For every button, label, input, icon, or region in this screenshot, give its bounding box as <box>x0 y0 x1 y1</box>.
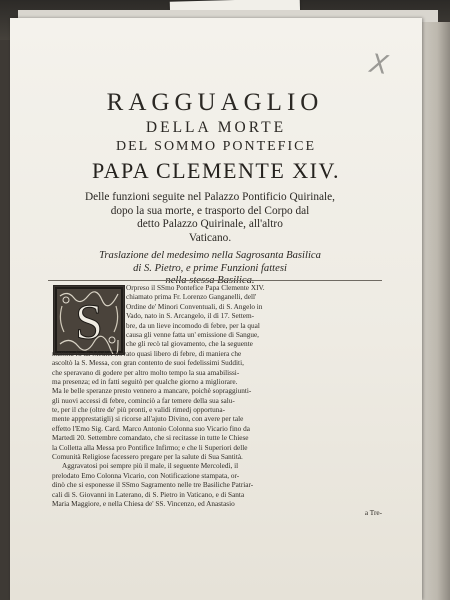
title-line-4: PAPA CLEMENTE XIV. <box>91 158 341 183</box>
pencil-mark: X <box>367 48 390 82</box>
page-stack-edge <box>418 22 450 600</box>
title-line-2: DELLA MORTE <box>145 119 287 136</box>
body-line: dinò che si esponesse il SSmo Sagramento nelle tre Basiliche Patriar- <box>52 481 254 490</box>
body-line: prelodato Emo Colonna Vicario, con Notificazione stampata, or- <box>52 471 240 480</box>
body-line: te, per il che (oltre de' più pronti, e validi rimedj opportuna- <box>52 406 226 415</box>
body-line: causa gli venne fatta un' emissione di Sangue, <box>126 330 259 339</box>
body-line: ma presenza; ed in fatti seguitò per qualche giorno a migliorare. <box>52 377 238 386</box>
body-line: cali di S. Giovanni in Laterano, di S. Pietro in Vaticano, e di Santa <box>52 490 245 499</box>
body-line: a Tre- <box>364 509 382 518</box>
body-line: chiamato prima Fr. Lorenzo Ganganelli, dell' <box>126 293 257 302</box>
subtitle-line: Vaticano. <box>188 231 232 244</box>
title-line-1: RAGGUAGLIO <box>106 89 324 116</box>
translation-line: di S. Pietro, e prime Funzioni fattesi <box>133 262 287 274</box>
body-line: la Colletta alla Messa pro Pontifice Infirmo; e che li Superiori delle <box>52 443 248 452</box>
body-line: ascoltò la S. Messa, con gran contento de suoi fedelissimi Sudditi, <box>52 359 244 368</box>
translation-line: nella stessa Basilica. <box>165 275 255 286</box>
body-line: bre, da un lieve incomodo di febre, per la qual <box>126 321 260 330</box>
body-line: effetto l'Emo Sig. Card. Marco Antonio Colonna suo Vicario fino da <box>52 424 250 433</box>
body-line: Aggravatosi poi sempre più il male, il seguente Mercoledì, il <box>62 462 239 471</box>
body-line: che speravano di godere per altro molto tempo la sua amabilissi- <box>52 368 240 377</box>
body-line: gli nuovi accessi di febre, cominciò a far temere della sua salu- <box>52 396 235 405</box>
divider-rule <box>48 280 382 281</box>
body-line: Ordine de' Minori Conventuali, di S. Angelo in <box>126 302 263 311</box>
body-line: Orpreso il SSmo Pontefice Papa Clemente XIV. <box>126 284 265 292</box>
body-line: Maria Maggiore, e nella Chiesa de' SS. Vincenzo, ed Anastasio <box>52 499 235 508</box>
document-page <box>10 18 422 600</box>
subtitle-line: Delle funzioni seguite nel Palazzo Pontificio Quirinale, <box>84 191 336 203</box>
body-line: Vado, nato in S. Arcangelo, il dì 17. Settem- <box>126 312 255 321</box>
body-line: Martedì 20. Settembre comandato, che si recitasse in tutte le Chiese <box>52 434 249 443</box>
dropcap-letter: S <box>75 293 103 349</box>
body-line: che gli recò tal giovamento, che la seguente <box>126 340 253 349</box>
body-line: Ma le belle speranze presto vennero a mancare, poichè sopraggiunti- <box>52 387 252 396</box>
subtitle-line: dopo la sua morte, e trasporto del Corpo dal <box>110 204 310 217</box>
body-line: mente appprestatigli) si ricorse all'ajuto Divino, con avere per tale <box>52 415 244 424</box>
title-line-3: DEL SOMMO PONTEFICE <box>115 139 317 154</box>
translation-line: Traslazione del medesimo nella Sagrosanta Basilica <box>99 250 321 261</box>
body-text <box>52 284 382 519</box>
subtitle <box>50 191 370 245</box>
translation-heading <box>50 250 370 288</box>
body-line: mattina fu da Medici trovato quasi libero di febre, di maniera che <box>52 349 242 358</box>
subtitle-line: detto Palazzo Quirinale, all'altro <box>137 218 283 230</box>
title-block <box>10 88 422 184</box>
body-line: Comunità Religiose facessero pregare per la salute di Sua Santità. <box>52 453 243 462</box>
